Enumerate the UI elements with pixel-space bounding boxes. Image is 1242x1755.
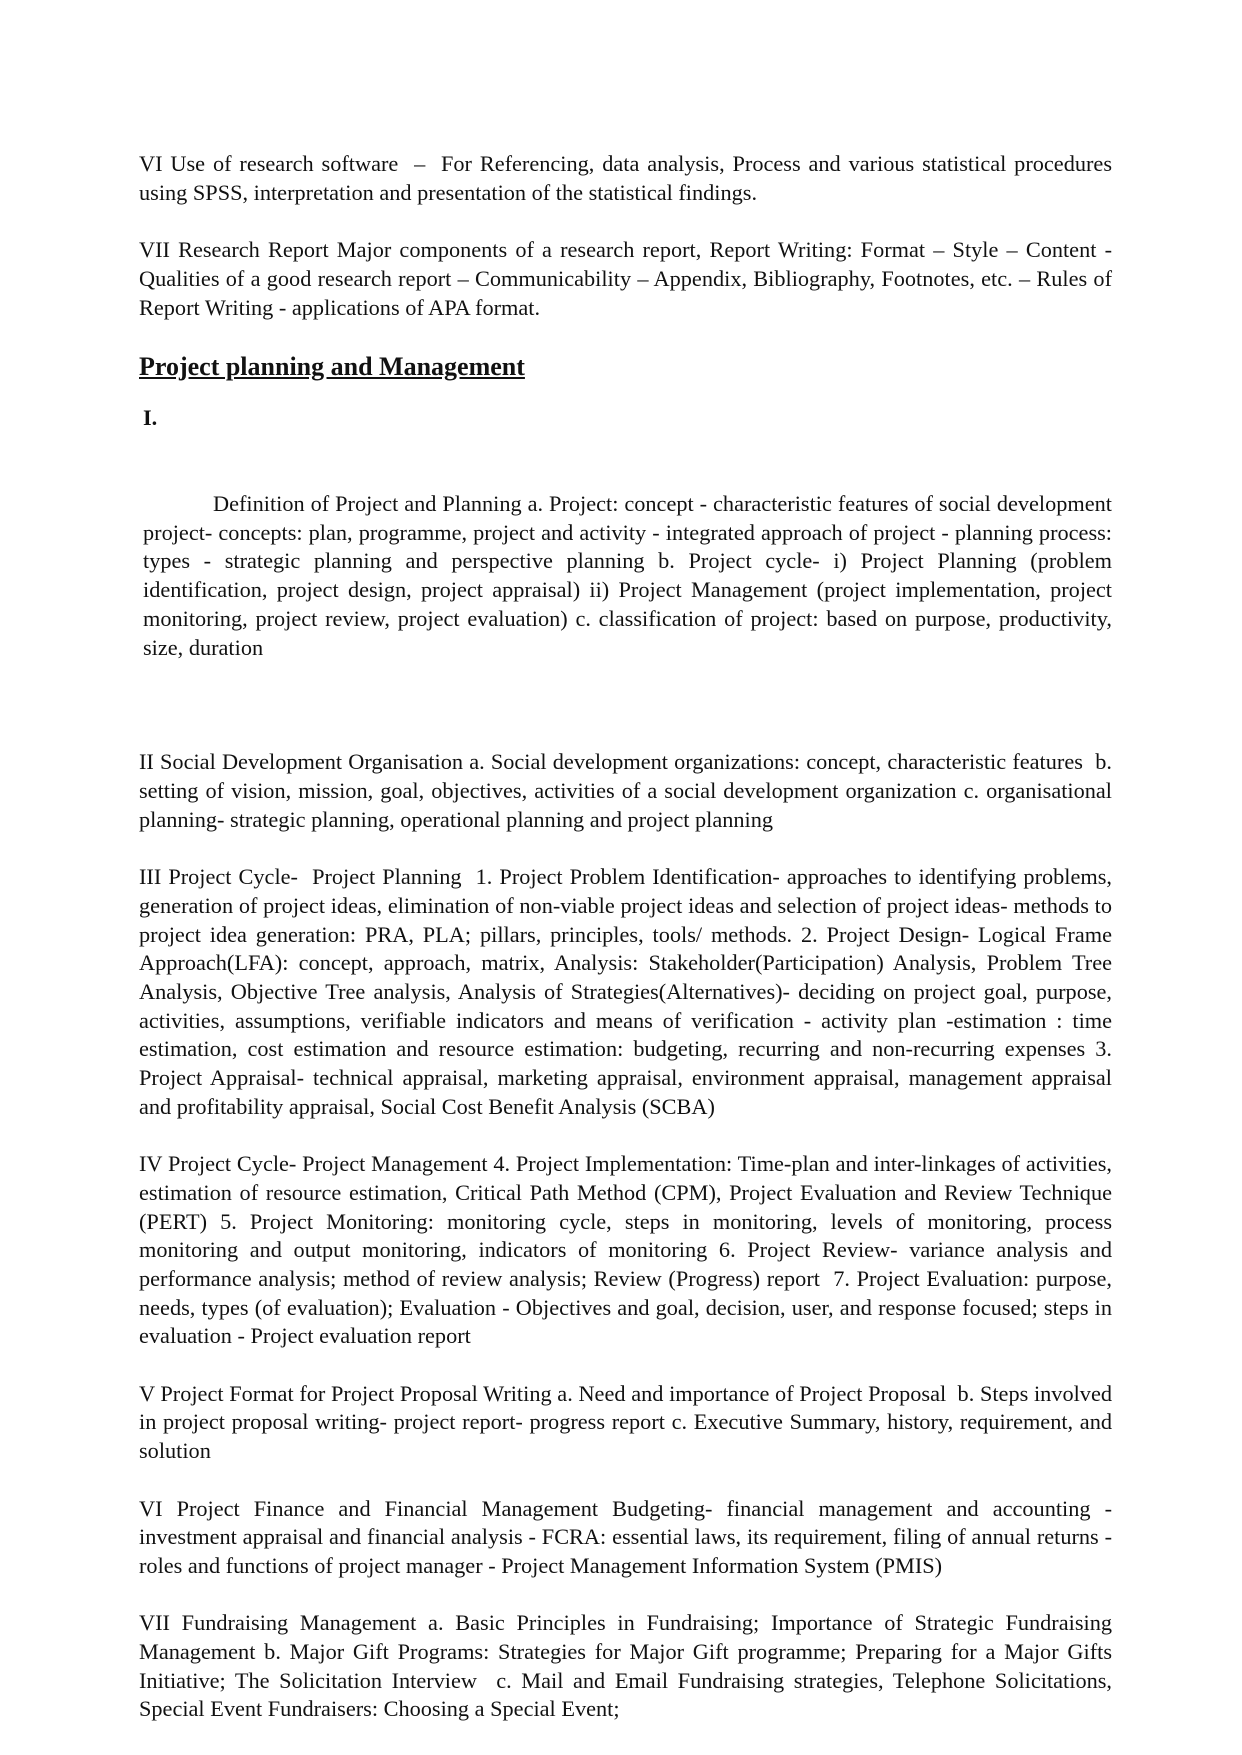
unit-1-text: Definition of Project and Planning a. Project: concept - characteristic features of social development project- concepts: plan, programme, project and activity - integrated approach of project - planning process: types - strategic planning and perspective planning b. Project cycle- i) Project Planning (problem identification, project design, project appraisal) ii) Project Management (project implementation, project monitoring, project review, project evaluation) c. classification of project: based on purpose, productivity, size, duration bbox=[143, 491, 1118, 660]
paragraph-research-report: VII Research Report Major components of a research report, Report Writing: Format – Style – Content - Qualities of a good research report – Communicability – Appendix, Bibliography, Footnotes, etc. – Rules of Report Writing - applications of APA format. bbox=[139, 237, 1140, 320]
unit-1-paragraph bbox=[139, 404, 1118, 720]
paragraph-unit-7: VII Fundraising Management a. Basic Principles in Fundraising; Importance of Strategic Fundraising Management b. Major Gift Programs: Strategies for Major Gift programme; Preparing for a Major Gifts Initiative; The Solicitation Interview c. Mail and Email Fundraising strategies, Telephone Solicitations, Special Event Fundraisers: Choosing a Special Event; bbox=[139, 1610, 1118, 1722]
paragraph-research-software: VI Use of research software – For Referencing, data analysis, Process and various statistical procedures using SPSS, interpretation and presentation of the statistical findings. bbox=[139, 151, 1118, 205]
paragraph-unit-2: II Social Development Organisation a. Social development organizations: concept, characteristic features b. setting of vision, mission, goal, objectives, activities of a social development organization c. organisational planning- strategic planning, operational planning and project planning bbox=[139, 749, 1118, 832]
paragraph-unit-3: III Project Cycle- Project Planning 1. Project Problem Identification- approaches to identifying problems, generation of project ideas, elimination of non-viable project ideas and selection of project ideas- methods to project idea generation: PRA, PLA; pillars, principles, tools/ methods. 2. Project Design- Logical Frame Approach(LFA): concept, approach, matrix, Analysis: Stakeholder(Participation) Analysis, Problem Tree Analysis, Objective Tree analysis, Analysis of Strategies(Alternatives)- deciding on project goal, purpose, activities, assumptions, verifiable indicators and means of verification - activity plan -estimation : time estimation, cost estimation and resource estimation: budgeting, recurring and non-recurring expenses 3. Project Appraisal- technical appraisal, marketing appraisal, environment appraisal, management appraisal and profitability appraisal, Social Cost Benefit Analysis (SCBA) bbox=[139, 864, 1118, 1119]
paragraph-unit-4: IV Project Cycle- Project Management 4. Project Implementation: Time-plan and inter-linkages of activities, estimation of resource estimation, Critical Path Method (CPM), Project Evaluation and Review Technique (PERT) 5. Project Monitoring: monitoring cycle, steps in monitoring, levels of monitoring, process monitoring and output monitoring, indicators of monitoring 6. Project Review- variance analysis and performance analysis; method of review analysis; Review (Progress) report 7. Project Evaluation: purpose, needs, types (of evaluation); Evaluation - Objectives and goal, decision, user, and response focused; steps in evaluation - Project evaluation report bbox=[139, 1151, 1118, 1349]
paragraph-unit-6: VI Project Finance and Financial Management Budgeting- financial management and accounting - investment appraisal and financial analysis - FCRA: essential laws, its requirement, filing of annual returns - roles and functions of project manager - Project Management Information System (PMIS) bbox=[139, 1495, 1118, 1578]
section-heading: Project planning and Management bbox=[139, 351, 525, 381]
paragraph-unit-5: V Project Format for Project Proposal Writing a. Need and importance of Project Proposal b. Steps involved in project proposal writing- project report- progress report c. Executive Summary, history, requirement, and solution bbox=[139, 1380, 1118, 1464]
document-page bbox=[139, 150, 1140, 1753]
unit-1-number: I. bbox=[143, 404, 158, 430]
